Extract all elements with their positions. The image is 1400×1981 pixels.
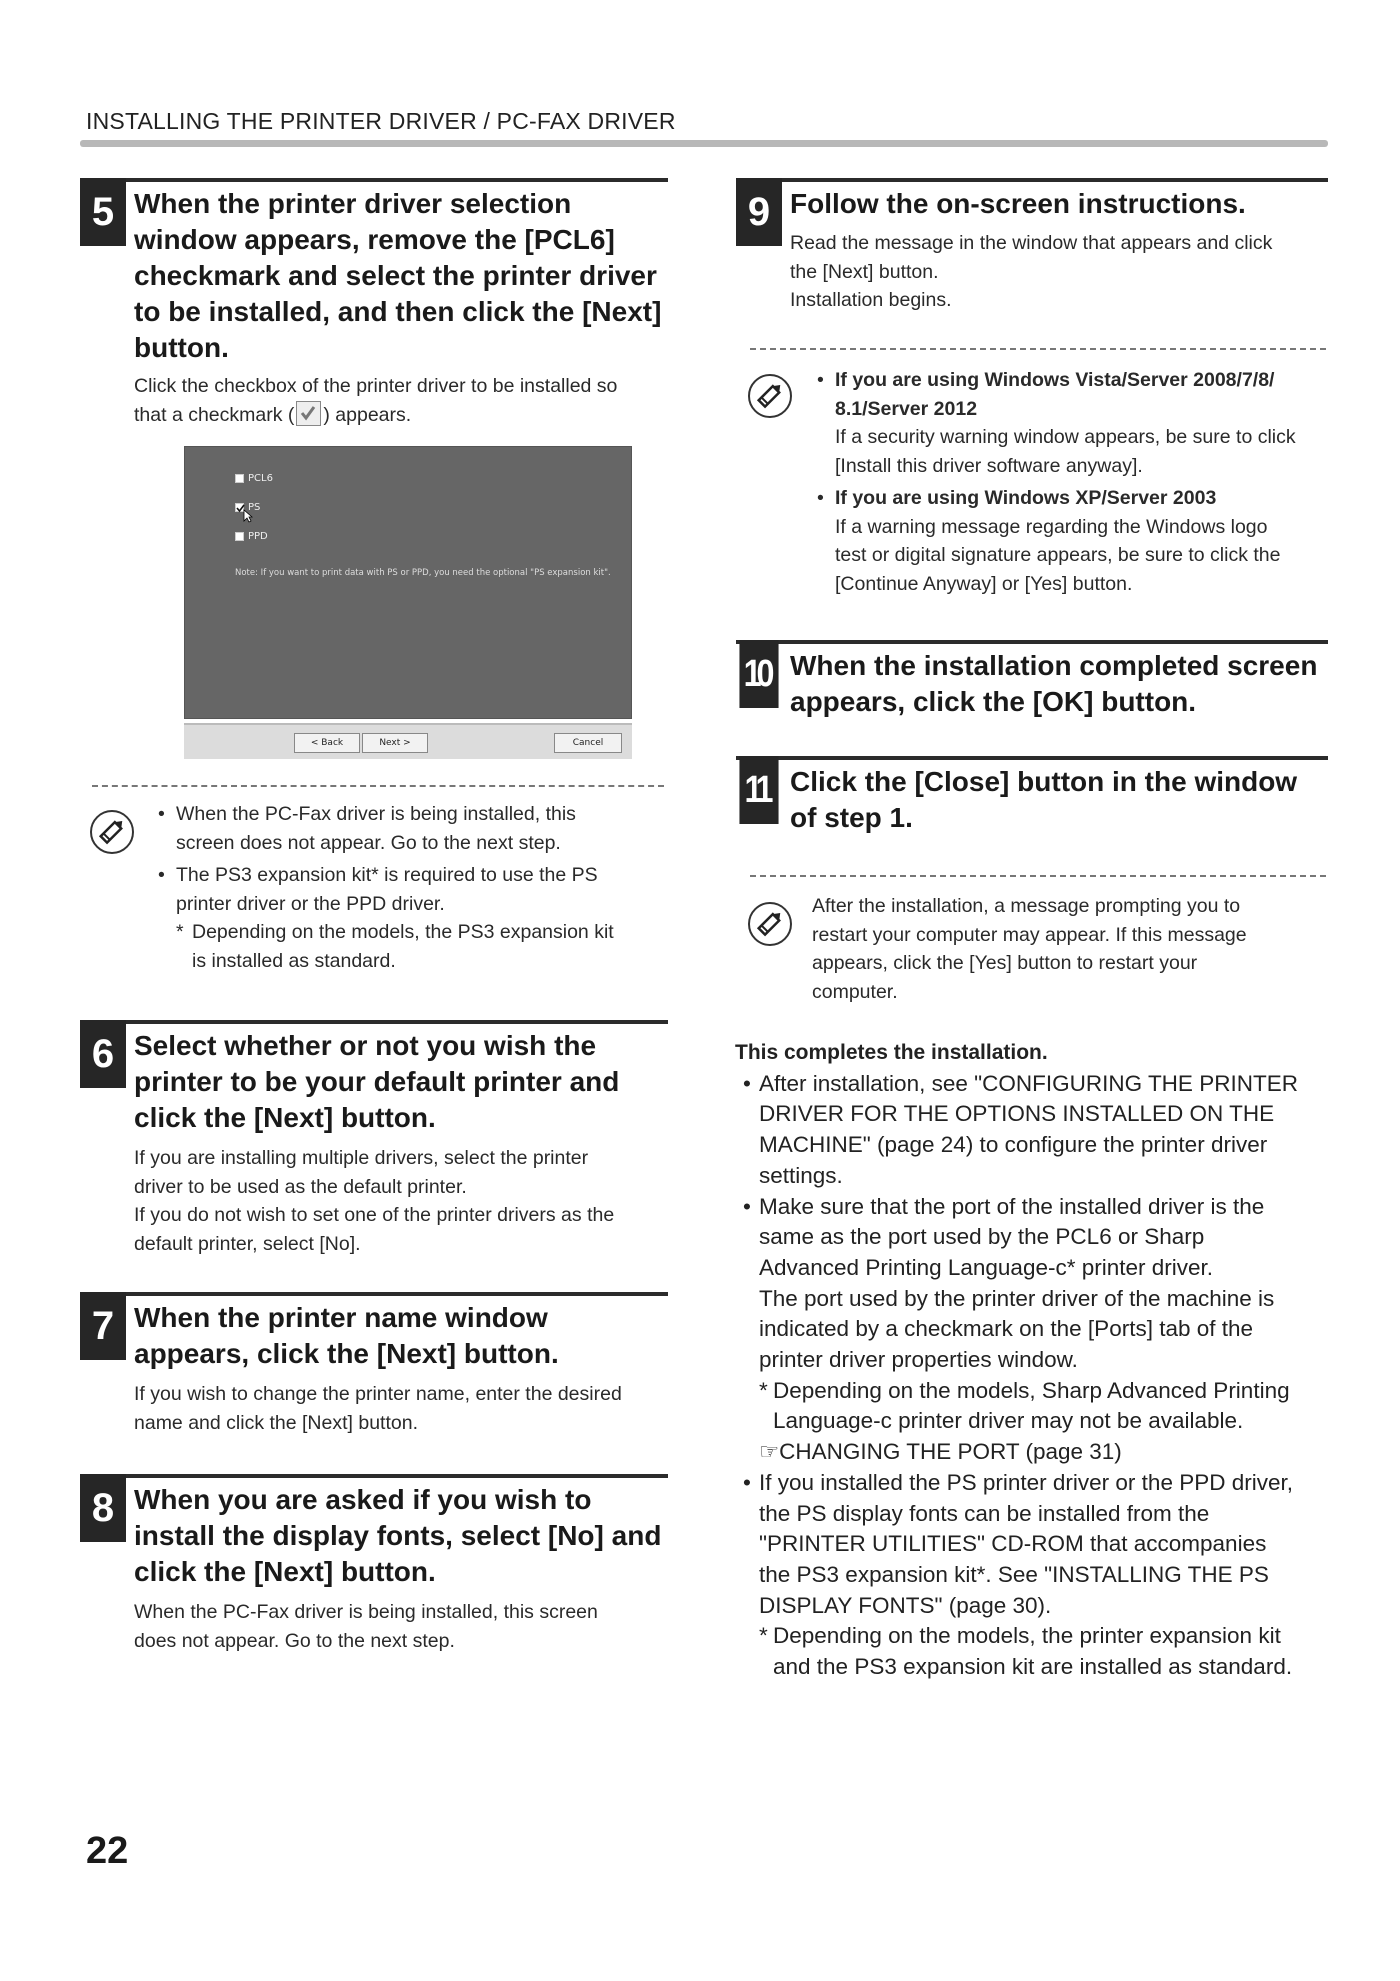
pencil-note-icon [90,810,134,854]
page-number: 22 [86,1830,129,1872]
note-bullet: • If you are using Windows XP/Server 2003 If a warning message regarding the Windows logo test or digital signature appears, be sure to click the [Continue Anyway] or [Yes] button. [815,484,1335,598]
step-heading: Follow the on-screen instructions. [790,188,1246,219]
step-number: 10 [739,640,778,708]
step-8 [80,1474,668,1674]
pencil-note-icon [748,902,792,946]
step-11 [736,756,1328,846]
checkmark-icon [296,401,321,426]
cursor-icon [243,509,253,528]
screenshot-button-bar [184,723,632,759]
page-reference-link[interactable]: ☞CHANGING THE PORT (page 31) [759,1439,1122,1465]
completion-bullet: • After installation, see "CONFIGURING THE PRINTER DRIVER FOR THE OPTIONS INSTALLED ON THE MACHINE" (page 24) to configure the printer driver settings. [735,1069,1335,1192]
step-heading: When the installation completed screen appears, click the [OK] button. [790,650,1318,717]
step-heading: Click the [Close] button in the window of step 1. [790,766,1298,833]
screenshot-note: Note: If you want to print data with PS or PPD, you need the optional "PS expansion kit". [235,568,611,578]
checkbox-icon [235,532,244,541]
step-5 [80,178,668,438]
step-rule [80,1020,668,1024]
step-body: When the PC-Fax driver is being installed, this screen does not appear. Go to the next step. [134,1601,598,1652]
note-bullet: • The PS3 expansion kit* is required to use the PS printer driver or the PPD driver. [156,861,676,918]
note-divider [750,348,1326,350]
step11-note: After the installation, a message prompting you to restart your computer may appear. If this message appears, click the [Yes] button to restart your computer. [812,895,1247,1003]
option-pcl6: PCL6 [235,473,273,484]
next-button: Next > [362,733,428,753]
step-7 [80,1292,668,1452]
note-divider [92,785,664,787]
completion-footnote: * Depending on the models, Sharp Advanced Printing Language-c printer driver may not be available. [759,1377,1290,1434]
step-rule [736,640,1328,644]
step-heading: When the printer name window appears, click the [Next] button. [134,1302,559,1369]
cancel-button: Cancel [554,733,622,753]
page-header-title: INSTALLING THE PRINTER DRIVER / PC-FAX DRIVER [86,108,676,134]
step-body: If you wish to change the printer name, enter the desired name and click the [Next] button. [134,1383,622,1434]
completion-title: This completes the installation. [735,1041,1048,1064]
reference-hand-icon: ☞ [759,1439,780,1465]
screenshot-panel [184,446,632,719]
note-footnote: * Depending on the models, the PS3 expansion kit is installed as standard. [176,921,614,972]
step-number: 6 [80,1020,126,1088]
note-divider [750,875,1326,877]
step5-note [156,800,676,975]
checkbox-icon [235,474,244,483]
step-10 [736,640,1328,730]
completion-bullet: • If you installed the PS printer driver or the PPD driver, the PS display fonts can be installed from the "PRINTER UTILITIES" CD-ROM that accompanies the PS3 expansion kit*. See "INSTALLING THE PS DISPLAY FONTS" (page 30). [735,1468,1335,1622]
step-number: 9 [736,178,782,246]
step-body: If you are installing multiple drivers, select the printer driver to be used as the default printer. If you do not wish to set one of the printer drivers as the default printer, select [No]. [134,1147,615,1255]
header-rule [80,140,1328,147]
option-ps: PS [235,502,260,513]
step-rule [80,1474,668,1478]
step-rule [80,178,668,182]
step-body: Read the message in the window that appears and click the [Next] button. Installation begins. [790,232,1273,311]
driver-selection-screenshot [184,446,632,759]
step-heading: When the printer driver selection window appears, remove the [PCL6] checkmark and select the printer driver to be installed, and then click the [Next] button. [134,188,662,363]
note-bullet: • When the PC-Fax driver is being installed, this screen does not appear. Go to the next step. [156,800,676,857]
completion-section [735,1038,1335,1683]
step-heading: Select whether or not you wish the printer to be your default printer and click the [Next] button. [134,1030,620,1133]
step-number: 11 [739,756,778,824]
option-ppd: PPD [235,531,268,542]
step-9 [736,178,1328,318]
back-button: < Back [294,733,360,753]
step-rule [736,756,1328,760]
step9-note [815,366,1335,598]
step-number: 7 [80,1292,126,1360]
step-number: 8 [80,1474,126,1542]
note-bullet: • If you are using Windows Vista/Server 2008/7/8/ 8.1/Server 2012 If a security warning window appears, be sure to click [Install this driver software anyway]. [815,366,1335,480]
step-6 [80,1020,668,1260]
step-rule [736,178,1328,182]
step-rule [80,1292,668,1296]
completion-footnote: * Depending on the models, the printer expansion kit and the PS3 expansion kit are installed as standard. [759,1623,1293,1680]
step-number: 5 [80,178,126,246]
pencil-note-icon [748,374,792,418]
step-heading: When you are asked if you wish to install the display fonts, select [No] and click the [Next] button. [134,1484,662,1587]
completion-bullet: • Make sure that the port of the installed driver is the same as the port used by the PCL6 or Sharp Advanced Printing Language-c* printer driver. The port used by the printer driver of the machine is indicated by a checkmark on the [Ports] tab of the printer driver properties window. [735,1192,1335,1376]
step-body: Click the checkbox of the printer driver to be installed so that a checkmark ( ) appears. [134,375,618,426]
